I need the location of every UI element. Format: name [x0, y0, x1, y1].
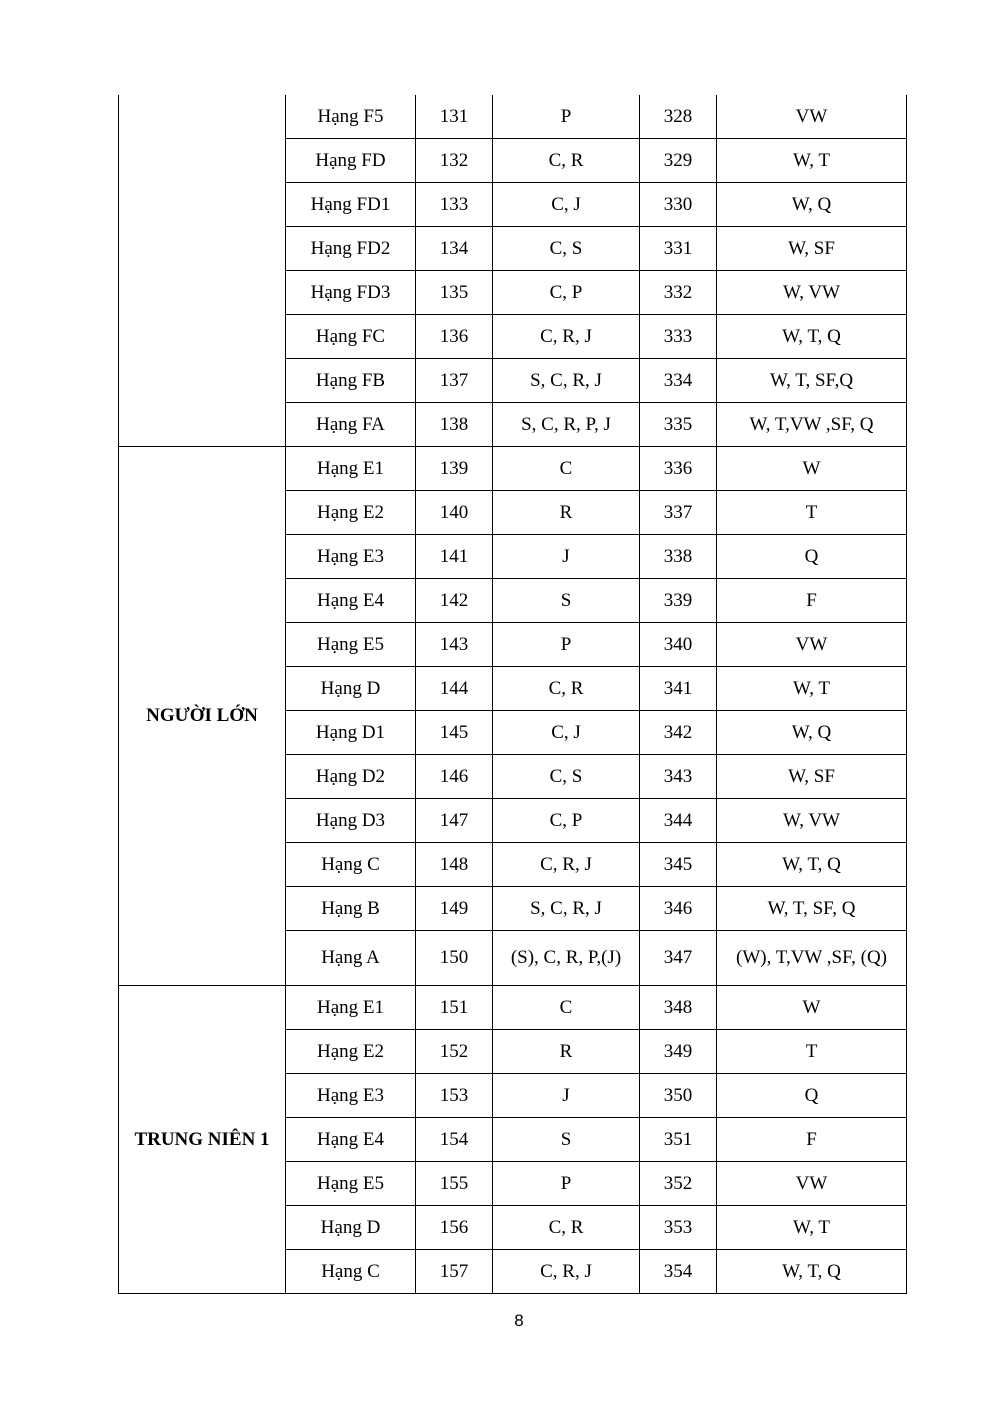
events-b-cell: W — [717, 986, 907, 1030]
events-a-cell: R — [493, 1030, 640, 1074]
code-b-cell: 331 — [640, 227, 717, 271]
events-b-cell: W, T, Q — [717, 315, 907, 359]
events-b-cell: F — [717, 579, 907, 623]
rank-cell: Hạng D3 — [286, 799, 416, 843]
events-a-cell: C, P — [493, 271, 640, 315]
code-a-cell: 137 — [416, 359, 493, 403]
code-a-cell: 148 — [416, 843, 493, 887]
rank-cell: Hạng E2 — [286, 1030, 416, 1074]
events-a-cell: J — [493, 1074, 640, 1118]
rank-cell: Hạng C — [286, 1250, 416, 1294]
code-a-cell: 153 — [416, 1074, 493, 1118]
code-b-cell: 338 — [640, 535, 717, 579]
code-a-cell: 142 — [416, 579, 493, 623]
events-a-cell: S, C, R, P, J — [493, 403, 640, 447]
events-a-cell: C, J — [493, 183, 640, 227]
rank-cell: Hạng E4 — [286, 1118, 416, 1162]
rank-cell: Hạng E1 — [286, 447, 416, 491]
code-a-cell: 132 — [416, 139, 493, 183]
table-body — [119, 95, 907, 1294]
rank-cell: Hạng FA — [286, 403, 416, 447]
events-a-cell: C, R — [493, 1206, 640, 1250]
code-b-cell: 347 — [640, 931, 717, 986]
code-a-cell: 151 — [416, 986, 493, 1030]
code-a-cell: 146 — [416, 755, 493, 799]
events-b-cell: W, T — [717, 1206, 907, 1250]
rank-cell: Hạng E3 — [286, 1074, 416, 1118]
code-b-cell: 342 — [640, 711, 717, 755]
code-b-cell: 329 — [640, 139, 717, 183]
events-a-cell: C — [493, 447, 640, 491]
events-b-cell: W — [717, 447, 907, 491]
table-row — [119, 986, 907, 1030]
events-b-cell: VW — [717, 623, 907, 667]
code-a-cell: 149 — [416, 887, 493, 931]
code-b-cell: 340 — [640, 623, 717, 667]
rank-cell: Hạng F5 — [286, 95, 416, 139]
events-a-cell: R — [493, 491, 640, 535]
rank-cell: Hạng D — [286, 667, 416, 711]
code-b-cell: 337 — [640, 491, 717, 535]
events-b-cell: T — [717, 1030, 907, 1074]
events-b-cell: VW — [717, 95, 907, 139]
events-b-cell: Q — [717, 535, 907, 579]
rank-cell: Hạng FB — [286, 359, 416, 403]
events-a-cell: S — [493, 579, 640, 623]
code-a-cell: 152 — [416, 1030, 493, 1074]
code-b-cell: 339 — [640, 579, 717, 623]
events-a-cell: C, R — [493, 139, 640, 183]
events-b-cell: W, VW — [717, 271, 907, 315]
events-b-cell: W, Q — [717, 711, 907, 755]
rank-cell: Hạng FD3 — [286, 271, 416, 315]
code-a-cell: 139 — [416, 447, 493, 491]
rank-cell: Hạng B — [286, 887, 416, 931]
code-b-cell: 344 — [640, 799, 717, 843]
rank-cell: Hạng C — [286, 843, 416, 887]
code-a-cell: 138 — [416, 403, 493, 447]
page-number: 8 — [514, 1311, 524, 1330]
code-b-cell: 354 — [640, 1250, 717, 1294]
code-a-cell: 136 — [416, 315, 493, 359]
rank-cell: Hạng E2 — [286, 491, 416, 535]
rank-cell: Hạng FD2 — [286, 227, 416, 271]
events-b-cell: VW — [717, 1162, 907, 1206]
rank-cell: Hạng E5 — [286, 1162, 416, 1206]
code-a-cell: 157 — [416, 1250, 493, 1294]
code-b-cell: 349 — [640, 1030, 717, 1074]
group-label-cell: TRUNG NIÊN 1 — [119, 986, 286, 1294]
code-a-cell: 145 — [416, 711, 493, 755]
code-a-cell: 155 — [416, 1162, 493, 1206]
events-b-cell: W, T, Q — [717, 1250, 907, 1294]
group-label-cell: NGƯỜI LỚN — [119, 447, 286, 986]
rank-cell: Hạng D — [286, 1206, 416, 1250]
rank-cell: Hạng E4 — [286, 579, 416, 623]
events-b-cell: W, Q — [717, 183, 907, 227]
code-a-cell: 154 — [416, 1118, 493, 1162]
events-b-cell: W, T, SF, Q — [717, 887, 907, 931]
events-a-cell: S, C, R, J — [493, 887, 640, 931]
events-b-cell: F — [717, 1118, 907, 1162]
events-b-cell: W, T,VW ,SF, Q — [717, 403, 907, 447]
rank-cell: Hạng D1 — [286, 711, 416, 755]
events-a-cell: S, C, R, J — [493, 359, 640, 403]
events-b-cell: W, T — [717, 667, 907, 711]
group-label-cell — [119, 95, 286, 447]
code-b-cell: 352 — [640, 1162, 717, 1206]
events-a-cell: P — [493, 95, 640, 139]
events-a-cell: J — [493, 535, 640, 579]
code-b-cell: 335 — [640, 403, 717, 447]
events-b-cell: W, SF — [717, 227, 907, 271]
events-a-cell: C, J — [493, 711, 640, 755]
code-b-cell: 353 — [640, 1206, 717, 1250]
rank-cell: Hạng E1 — [286, 986, 416, 1030]
code-b-cell: 343 — [640, 755, 717, 799]
rank-cell: Hạng E5 — [286, 623, 416, 667]
events-a-cell: S — [493, 1118, 640, 1162]
code-a-cell: 141 — [416, 535, 493, 579]
events-b-cell: T — [717, 491, 907, 535]
events-b-cell: Q — [717, 1074, 907, 1118]
code-a-cell: 144 — [416, 667, 493, 711]
code-a-cell: 156 — [416, 1206, 493, 1250]
events-a-cell: C — [493, 986, 640, 1030]
rank-cell: Hạng D2 — [286, 755, 416, 799]
rank-cell: Hạng A — [286, 931, 416, 986]
rank-cell: Hạng FD1 — [286, 183, 416, 227]
code-b-cell: 333 — [640, 315, 717, 359]
rank-table — [118, 95, 907, 1294]
events-a-cell: C, R, J — [493, 1250, 640, 1294]
events-b-cell: W, VW — [717, 799, 907, 843]
code-b-cell: 341 — [640, 667, 717, 711]
code-a-cell: 143 — [416, 623, 493, 667]
events-b-cell: W, T, Q — [717, 843, 907, 887]
code-b-cell: 346 — [640, 887, 717, 931]
code-b-cell: 351 — [640, 1118, 717, 1162]
events-b-cell: W, T, SF,Q — [717, 359, 907, 403]
events-b-cell: (W), T,VW ,SF, (Q) — [717, 931, 907, 986]
events-a-cell: (S), C, R, P,(J) — [493, 931, 640, 986]
code-b-cell: 348 — [640, 986, 717, 1030]
events-b-cell: W, SF — [717, 755, 907, 799]
code-a-cell: 134 — [416, 227, 493, 271]
code-b-cell: 334 — [640, 359, 717, 403]
events-a-cell: C, P — [493, 799, 640, 843]
rank-cell: Hạng FC — [286, 315, 416, 359]
code-a-cell: 150 — [416, 931, 493, 986]
code-b-cell: 328 — [640, 95, 717, 139]
rank-cell: Hạng E3 — [286, 535, 416, 579]
events-a-cell: C, R — [493, 667, 640, 711]
events-a-cell: C, S — [493, 227, 640, 271]
code-a-cell: 131 — [416, 95, 493, 139]
code-b-cell: 330 — [640, 183, 717, 227]
table-row — [119, 447, 907, 491]
events-a-cell: P — [493, 1162, 640, 1206]
events-a-cell: C, R, J — [493, 315, 640, 359]
code-b-cell: 332 — [640, 271, 717, 315]
events-a-cell: C, R, J — [493, 843, 640, 887]
table-row — [119, 95, 907, 139]
code-a-cell: 140 — [416, 491, 493, 535]
code-a-cell: 133 — [416, 183, 493, 227]
code-b-cell: 336 — [640, 447, 717, 491]
events-b-cell: W, T — [717, 139, 907, 183]
code-b-cell: 350 — [640, 1074, 717, 1118]
events-a-cell: P — [493, 623, 640, 667]
code-a-cell: 135 — [416, 271, 493, 315]
code-b-cell: 345 — [640, 843, 717, 887]
events-a-cell: C, S — [493, 755, 640, 799]
rank-cell: Hạng FD — [286, 139, 416, 183]
code-a-cell: 147 — [416, 799, 493, 843]
